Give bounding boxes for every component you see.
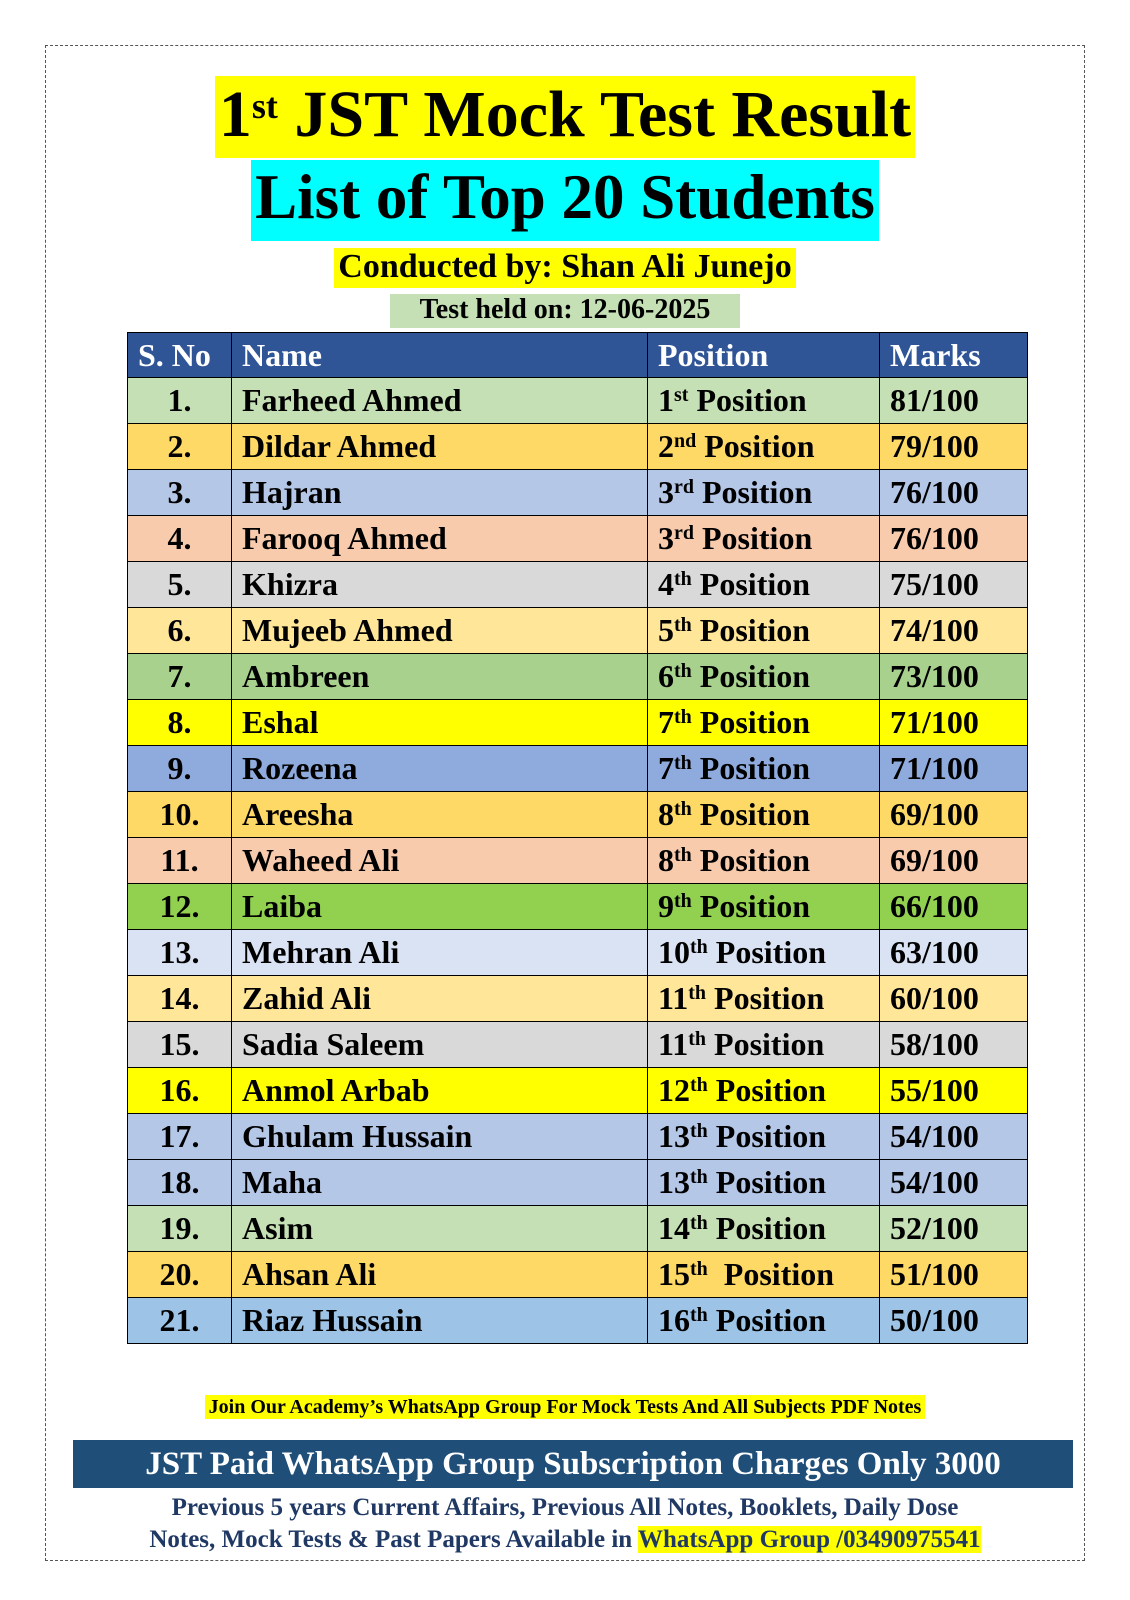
position-word: Position (715, 934, 827, 970)
cell-position (648, 562, 880, 608)
cell-position (648, 1022, 880, 1068)
cell-name: Ghulam Hussain (232, 1114, 648, 1160)
position-suffix: th (690, 1258, 708, 1280)
position-suffix: th (674, 568, 692, 590)
position-number: 12 (658, 1072, 690, 1108)
cell-name: Eshal (232, 700, 648, 746)
position-word: Position (702, 520, 813, 556)
cell-marks: 69/100 (880, 838, 1028, 884)
table-row (128, 470, 1028, 516)
cell-marks: 54/100 (880, 1160, 1028, 1206)
position-number: 16 (658, 1302, 690, 1338)
cell-sno: 20. (128, 1252, 232, 1298)
cell-position (648, 424, 880, 470)
join-group-note: Join Our Academy’s WhatsApp Group For Mock Tests And All Subjects PDF Notes (0, 1395, 1130, 1419)
whatsapp-contact: WhatsApp Group /03490975541 (638, 1526, 981, 1553)
position-suffix: st (674, 384, 689, 406)
position-word: Position (714, 1026, 825, 1062)
cell-name: Asim (232, 1206, 648, 1252)
position-suffix: th (674, 890, 692, 912)
position-word: Position (702, 474, 813, 510)
cell-position (648, 930, 880, 976)
page-title: 1st JST Mock Test Result (0, 76, 1130, 158)
position-word: Position (715, 1118, 827, 1154)
test-date: Test held on: 12-06-2025 (0, 294, 1130, 328)
cell-marks: 58/100 (880, 1022, 1028, 1068)
position-word: Position (704, 428, 815, 464)
cell-sno: 8. (128, 700, 232, 746)
position-number: 2 (658, 428, 674, 464)
position-suffix: th (690, 1304, 708, 1326)
table-row (128, 378, 1028, 424)
cell-name: Farheed Ahmed (232, 378, 648, 424)
cell-position (648, 608, 880, 654)
position-word: Position (714, 980, 825, 1016)
cell-marks: 73/100 (880, 654, 1028, 700)
cell-name: Zahid Ali (232, 976, 648, 1022)
position-suffix: rd (674, 476, 694, 498)
cell-sno: 3. (128, 470, 232, 516)
position-word: Position (699, 842, 811, 878)
position-suffix: th (674, 660, 692, 682)
cell-name: Mehran Ali (232, 930, 648, 976)
position-number: 13 (658, 1118, 690, 1154)
cell-name: Mujeeb Ahmed (232, 608, 648, 654)
subscription-banner: JST Paid WhatsApp Group Subscription Charges Only 3000 (73, 1440, 1073, 1488)
cell-sno: 14. (128, 976, 232, 1022)
position-suffix: th (690, 936, 708, 958)
cell-marks: 50/100 (880, 1298, 1028, 1344)
cell-name: Hajran (232, 470, 648, 516)
cell-position (648, 792, 880, 838)
cell-marks: 63/100 (880, 930, 1028, 976)
cell-name: Areesha (232, 792, 648, 838)
table-row (128, 1114, 1028, 1160)
cell-name: Riaz Hussain (232, 1298, 648, 1344)
table-row (128, 1298, 1028, 1344)
table-row (128, 930, 1028, 976)
position-word: Position (699, 704, 811, 740)
cell-name: Anmol Arbab (232, 1068, 648, 1114)
cell-marks: 66/100 (880, 884, 1028, 930)
cell-marks: 74/100 (880, 608, 1028, 654)
cell-position (648, 1206, 880, 1252)
position-number: 10 (658, 934, 690, 970)
header-marks: Marks (880, 333, 1028, 378)
position-number: 1 (658, 382, 674, 418)
cell-position (648, 1068, 880, 1114)
position-number: 7 (658, 704, 674, 740)
cell-sno: 5. (128, 562, 232, 608)
position-suffix: th (674, 706, 692, 728)
footer-line-2 (0, 1526, 1130, 1554)
cell-sno: 15. (128, 1022, 232, 1068)
cell-sno: 7. (128, 654, 232, 700)
cell-sno: 4. (128, 516, 232, 562)
cell-position (648, 700, 880, 746)
cell-name: Khizra (232, 562, 648, 608)
cell-marks: 71/100 (880, 700, 1028, 746)
cell-sno: 12. (128, 884, 232, 930)
cell-name: Sadia Saleem (232, 1022, 648, 1068)
cell-position (648, 516, 880, 562)
cell-position (648, 746, 880, 792)
position-suffix: th (688, 982, 707, 1004)
cell-marks: 52/100 (880, 1206, 1028, 1252)
cell-sno: 17. (128, 1114, 232, 1160)
position-number: 8 (658, 842, 674, 878)
cell-sno: 11. (128, 838, 232, 884)
cell-marks: 76/100 (880, 470, 1028, 516)
cell-marks: 54/100 (880, 1114, 1028, 1160)
cell-marks: 55/100 (880, 1068, 1028, 1114)
results-table (127, 332, 1028, 1344)
position-suffix: rd (674, 522, 694, 544)
cell-sno: 9. (128, 746, 232, 792)
cell-sno: 1. (128, 378, 232, 424)
position-word: Position (715, 1072, 827, 1108)
conducted-by: Conducted by: Shan Ali Junejo (0, 248, 1130, 288)
cell-sno: 13. (128, 930, 232, 976)
position-word: Position (715, 1210, 827, 1246)
table-row (128, 1206, 1028, 1252)
cell-position (648, 378, 880, 424)
position-suffix: th (690, 1120, 708, 1142)
position-word: Position (699, 566, 811, 602)
position-number: 11 (658, 1026, 689, 1062)
position-number: 15 (658, 1256, 690, 1292)
table-row (128, 1252, 1028, 1298)
table-row (128, 1068, 1028, 1114)
cell-position (648, 1298, 880, 1344)
header-sno: S. No (128, 333, 232, 378)
header-name: Name (232, 333, 648, 378)
position-word: Position (699, 888, 811, 924)
position-suffix: th (690, 1212, 708, 1234)
cell-name: Ahsan Ali (232, 1252, 648, 1298)
cell-position (648, 1160, 880, 1206)
position-suffix: th (674, 844, 692, 866)
cell-position (648, 654, 880, 700)
table-row (128, 654, 1028, 700)
cell-sno: 19. (128, 1206, 232, 1252)
cell-marks: 69/100 (880, 792, 1028, 838)
position-word: Position (696, 382, 807, 418)
cell-sno: 18. (128, 1160, 232, 1206)
table-row (128, 562, 1028, 608)
position-number: 8 (658, 796, 674, 832)
position-suffix: th (690, 1074, 708, 1096)
position-number: 4 (658, 566, 674, 602)
position-number: 3 (658, 474, 674, 510)
table-row (128, 424, 1028, 470)
footer-line-2-text: Notes, Mock Tests & Past Papers Available in (149, 1526, 638, 1553)
cell-marks: 60/100 (880, 976, 1028, 1022)
position-number: 5 (658, 612, 674, 648)
page-subtitle: List of Top 20 Students (0, 160, 1130, 241)
table-header-row (128, 333, 1028, 378)
cell-marks: 79/100 (880, 424, 1028, 470)
cell-sno: 21. (128, 1298, 232, 1344)
position-number: 3 (658, 520, 674, 556)
position-word: Position (715, 1302, 827, 1338)
cell-marks: 75/100 (880, 562, 1028, 608)
cell-position (648, 470, 880, 516)
position-number: 6 (658, 658, 674, 694)
table-row (128, 746, 1028, 792)
table-row (128, 516, 1028, 562)
position-word: Position (699, 658, 811, 694)
position-word: Position (715, 1164, 827, 1200)
cell-name: Rozeena (232, 746, 648, 792)
cell-marks: 51/100 (880, 1252, 1028, 1298)
cell-name: Waheed Ali (232, 838, 648, 884)
cell-position (648, 1252, 880, 1298)
position-number: 13 (658, 1164, 690, 1200)
cell-marks: 76/100 (880, 516, 1028, 562)
cell-position (648, 838, 880, 884)
position-number: 7 (658, 750, 674, 786)
cell-name: Laiba (232, 884, 648, 930)
table-row (128, 976, 1028, 1022)
table-row (128, 838, 1028, 884)
cell-name: Dildar Ahmed (232, 424, 648, 470)
position-suffix: th (674, 798, 692, 820)
cell-position (648, 1114, 880, 1160)
cell-sno: 6. (128, 608, 232, 654)
cell-marks: 81/100 (880, 378, 1028, 424)
table-row (128, 1160, 1028, 1206)
header-position: Position (648, 333, 880, 378)
cell-sno: 10. (128, 792, 232, 838)
position-word: Position (699, 750, 811, 786)
position-number: 11 (658, 980, 689, 1016)
table-row (128, 792, 1028, 838)
footer-line-1: Previous 5 years Current Affairs, Previous All Notes, Booklets, Daily Dose (171, 1494, 959, 1521)
cell-position (648, 884, 880, 930)
cell-name: Maha (232, 1160, 648, 1206)
cell-sno: 2. (128, 424, 232, 470)
position-word: Position (699, 612, 811, 648)
position-number: 9 (658, 888, 674, 924)
cell-name: Ambreen (232, 654, 648, 700)
table-row (128, 608, 1028, 654)
position-number: 14 (658, 1210, 690, 1246)
position-suffix: th (674, 614, 692, 636)
position-word: Position (699, 796, 811, 832)
cell-name: Farooq Ahmed (232, 516, 648, 562)
table-row (128, 1022, 1028, 1068)
table-row (128, 884, 1028, 930)
position-word: Position (715, 1256, 835, 1292)
position-suffix: nd (674, 430, 697, 452)
cell-sno: 16. (128, 1068, 232, 1114)
cell-marks: 71/100 (880, 746, 1028, 792)
table-row (128, 700, 1028, 746)
position-suffix: th (674, 752, 692, 774)
position-suffix: th (690, 1166, 708, 1188)
position-suffix: th (688, 1028, 707, 1050)
cell-position (648, 976, 880, 1022)
